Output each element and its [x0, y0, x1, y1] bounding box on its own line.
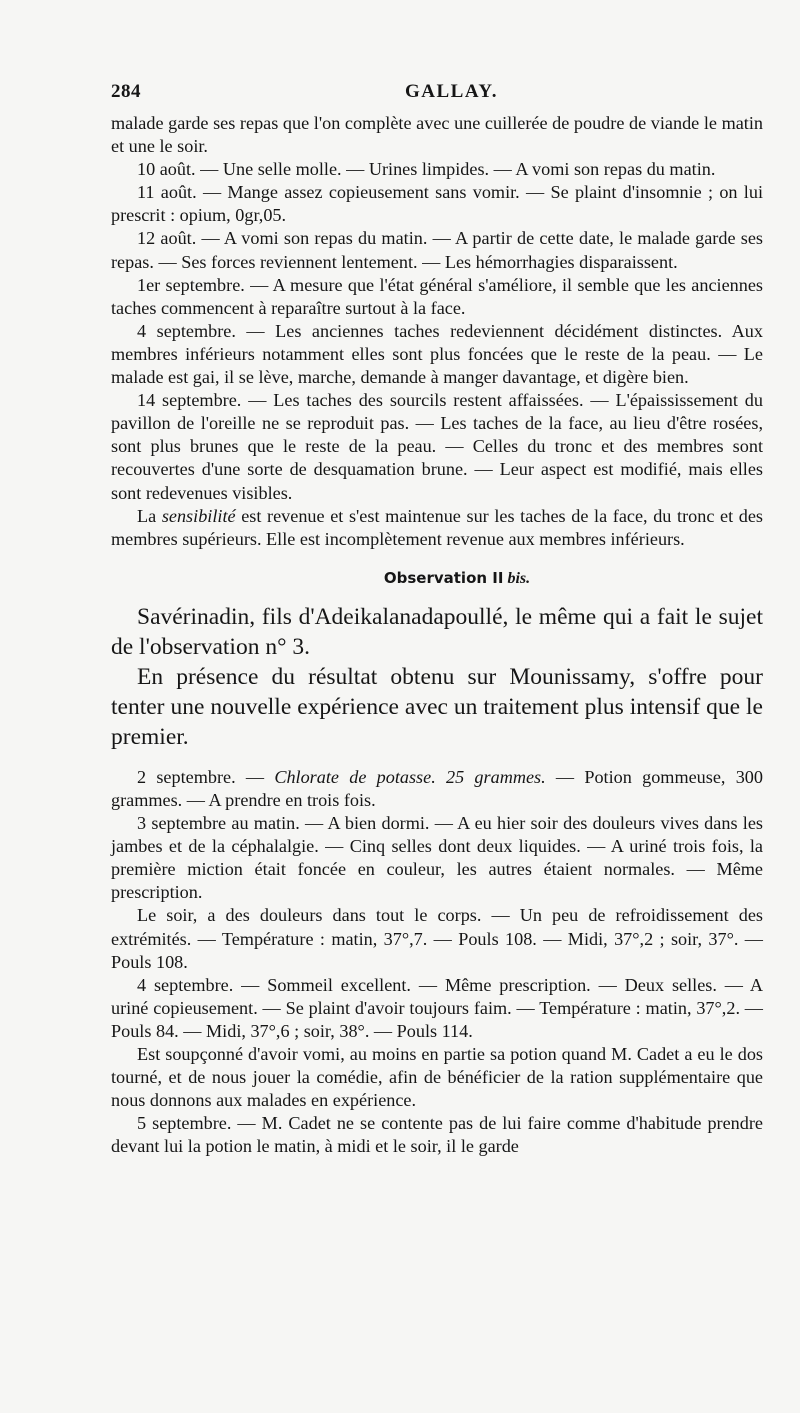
paragraph: Est soupçonné d'avoir vomi, au moins en partie sa potion quand M. Cadet a eu le dos tourné, et de nous jouer la comédie, afin de bénéficier de la ration supplémentaire que nous donnons aux malades en expérience.	[111, 1044, 763, 1111]
chlorate-paragraph	[111, 766, 763, 812]
running-title: GALLAY.	[405, 81, 499, 102]
paragraph: Savérinadin, fils d'Adeikalanadapoullé, le même qui a fait le sujet de l'observation n° 3.	[111, 603, 763, 660]
italic-term: sensibilité	[161, 505, 236, 526]
continued-text	[111, 766, 763, 1159]
italic-prescription: Chlorate de potasse. 25 grammes.	[274, 766, 546, 787]
paragraph: malade garde ses repas que l'on complète avec une cuillerée de poudre de viande le matin et une le soir.	[111, 113, 763, 157]
paragraph: 1er septembre. — A mesure que l'état général s'améliore, il semble que les anciennes taches commencent à reparaître surtout à la face.	[111, 274, 763, 318]
sensibilite-paragraph	[111, 505, 763, 551]
paragraph: 5 septembre. — M. Cadet ne se contente pas de lui faire comme d'habitude prendre devant lui la potion le matin, à midi et le soir, il le garde	[111, 1113, 763, 1157]
section-suffix: bis.	[507, 569, 531, 587]
paragraph: Le soir, a des douleurs dans tout le corps. — Un peu de refroidissement des extrémités. — Température : matin, 37°,7. — Pouls 108. — Midi, 37°,2 ; soir, 37°. — Pouls 108.	[111, 905, 763, 972]
text-run: 2 septembre. —	[137, 766, 275, 787]
page-number: 284	[111, 81, 141, 102]
section-label: Observation II	[383, 568, 504, 587]
large-print-block	[111, 602, 763, 752]
paragraph: 12 août. — A vomi son repas du matin. — A partir de cette date, le malade garde ses repas. — Ses forces reviennent lentement. — Les hémorrhagies disparaissent.	[111, 228, 763, 272]
text-run: est revenue et s'est maintenue sur les taches de la face, du tronc et des membres supérieurs. Elle est incomplètement revenue aux membres inférieurs.	[111, 505, 764, 549]
paragraph: 10 août. — Une selle molle. — Urines limpides. — A vomi son repas du matin.	[137, 159, 716, 180]
page-body	[111, 112, 763, 1158]
page-header	[111, 81, 746, 111]
text-run: — Potion gommeuse, 300 grammes. — A prendre en trois fois.	[111, 766, 763, 810]
section-heading	[111, 567, 763, 590]
paragraph: 4 septembre. — Sommeil excellent. — Même prescription. — Deux selles. — A uriné copieusement. — Se plaint d'avoir toujours faim. — Température : matin, 37°,2. — Pouls 84. — Midi, 37°,6 ; soir, 38°. — Pouls 114.	[111, 974, 763, 1041]
paragraph: 3 septembre au matin. — A bien dormi. — A eu hier soir des douleurs vives dans les jambes et de la céphalalgie. — Cinq selles dont deux liquides. — A uriné trois fois, la première miction était foncée en couleur, les autres étaient normales. — Même prescription.	[111, 813, 763, 903]
paragraph: 11 août. — Mange assez copieusement sans vomir. — Se plaint d'insomnie ; on lui prescrit : opium, 0gr,05.	[111, 182, 763, 226]
text-run: La	[137, 505, 162, 526]
paragraph: 14 septembre. — Les taches des sourcils restent affaissées. — L'épaississement du pavillon de l'oreille ne se reproduit pas. — Les taches de la face, au lieu d'être rosées, sont plus brunes que le reste de la peau. — Celles du tronc et des membres sont recouvertes d'une sorte de desquamation brune. — Leur aspect est modifié, mais elles sont redevenues visibles.	[111, 390, 763, 503]
paragraph: 4 septembre. — Les anciennes taches redeviennent décidément distinctes. Aux membres inférieurs notamment elles sont plus foncées que le reste de la peau. — Le malade est gai, il se lève, marche, demande à manger davantage, et digère bien.	[111, 320, 763, 388]
paragraph: En présence du résultat obtenu sur Mounissamy, s'offre pour tenter une nouvelle expérience avec un traitement plus intensif que le premier.	[111, 663, 763, 750]
